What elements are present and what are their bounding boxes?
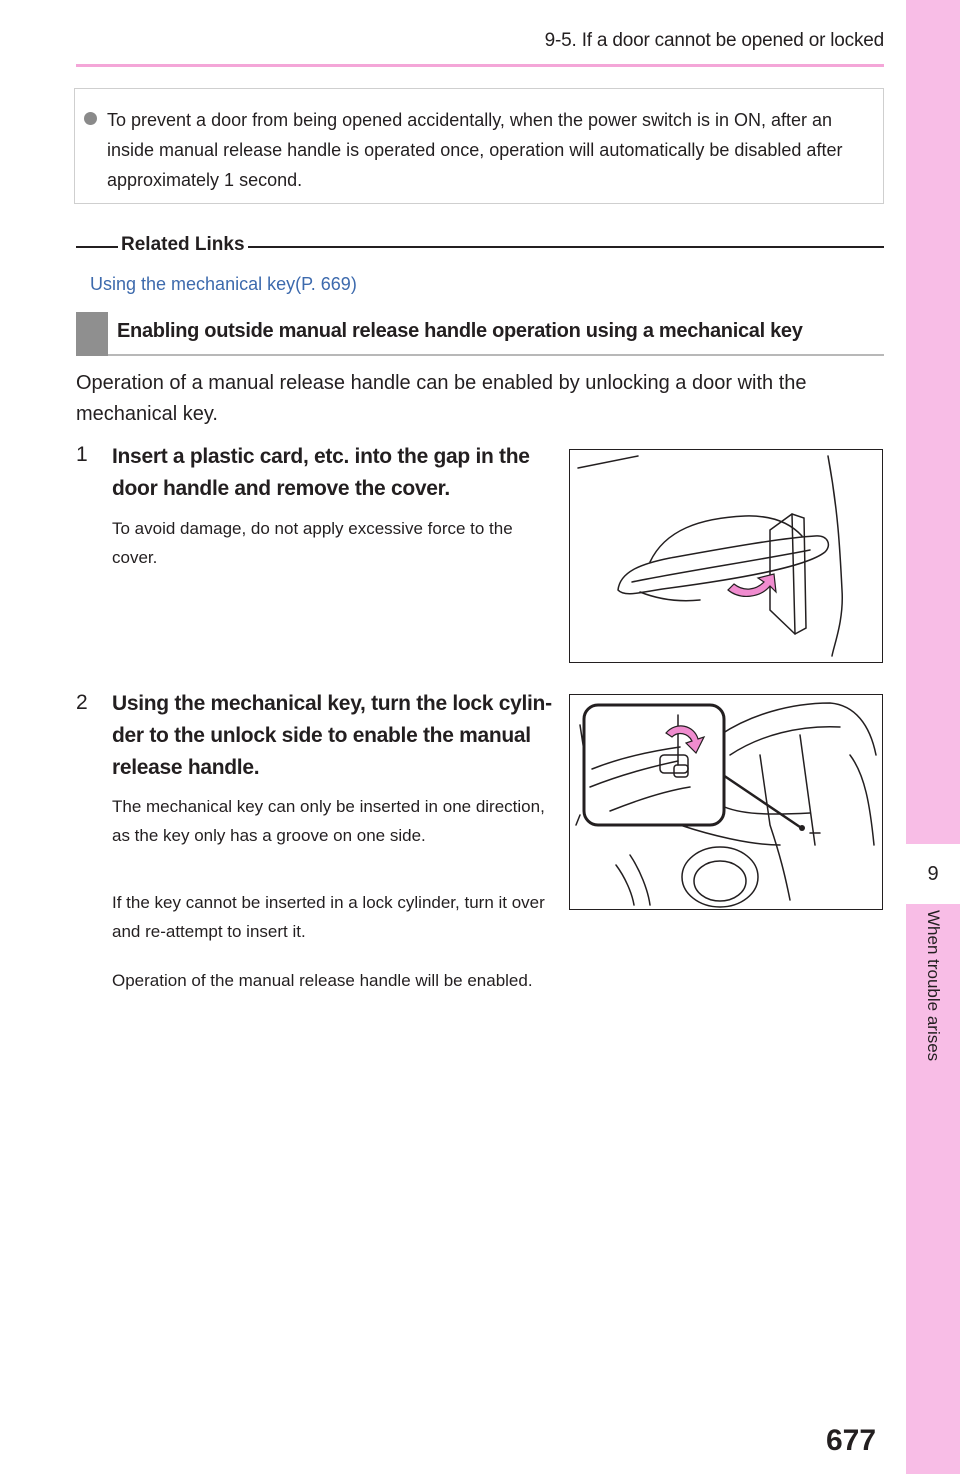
header-rule bbox=[76, 64, 884, 67]
heading-rule-left bbox=[76, 246, 120, 248]
lock-cylinder-illustration bbox=[570, 695, 881, 908]
step-number: 2 bbox=[76, 691, 88, 714]
lock-cylinder-figure bbox=[569, 694, 883, 910]
section-intro: Operation of a manual release handle can be enabled by unlocking a door with the mechanical key. bbox=[76, 372, 807, 425]
step-title: Using the mechanical key, turn the lock cylin-der to the unlock side to enable the manual release handle. bbox=[112, 692, 552, 779]
step-number: 1 bbox=[76, 443, 88, 466]
related-links-label: Related Links bbox=[118, 234, 248, 256]
chapter-number: 9 bbox=[927, 863, 939, 885]
section-marker bbox=[76, 312, 108, 356]
door-handle-illustration bbox=[570, 450, 881, 661]
step-result: Operation of the manual release handle will be enabled. bbox=[112, 971, 533, 990]
related-links-heading bbox=[76, 232, 884, 262]
heading-rule-right bbox=[236, 246, 884, 248]
bullet-icon bbox=[84, 112, 97, 125]
step-title: Insert a plastic card, etc. into the gap in the door handle and remove the cover. bbox=[112, 445, 530, 500]
step-note: If the key cannot be inserted in a lock cylinder, turn it over and re-attempt to insert it. bbox=[112, 893, 545, 941]
note-text: To prevent a door from being opened accidentally, when the power switch is in ON, after an inside manual release handle is operated once, operation will automatically be disabled after approximately 1 second. bbox=[107, 110, 843, 190]
chapter-label: When trouble arises bbox=[924, 910, 943, 1062]
running-header: 9-5. If a door cannot be opened or locked bbox=[544, 30, 884, 51]
step-note: The mechanical key can only be inserted in one direction, as the key only has a groove on one side. bbox=[112, 797, 545, 845]
related-link[interactable]: Using the mechanical key(P. 669) bbox=[90, 274, 357, 294]
door-handle-figure bbox=[569, 449, 883, 663]
page-number: 677 bbox=[826, 1424, 877, 1457]
section-title: Enabling outside manual release handle operation using a mechanical key bbox=[117, 320, 803, 342]
step-note: To avoid damage, do not apply excessive force to the cover. bbox=[112, 519, 513, 567]
side-tab bbox=[906, 0, 960, 1474]
